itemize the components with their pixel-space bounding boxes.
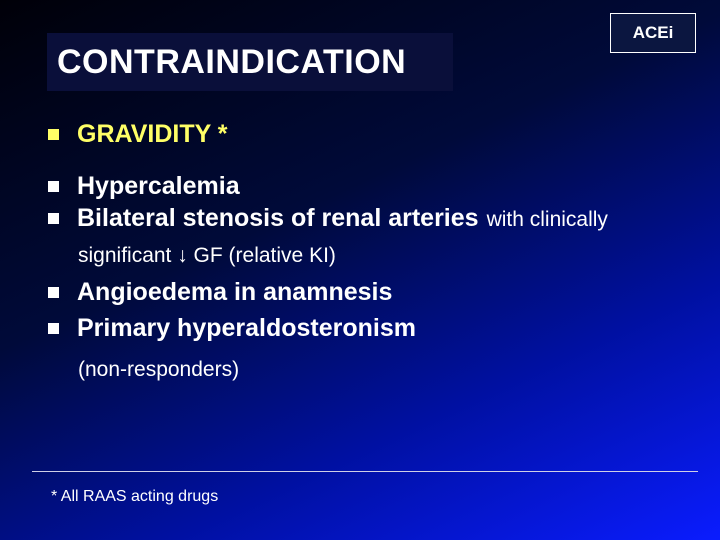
bullet-text: Primary hyperaldosteronism [77,314,417,342]
bullet-item-angioedema [48,278,708,314]
bullet-item-renal-stenosis [48,204,708,240]
footnote: * All RAAS acting drugs [51,488,219,505]
bullet-text: Bilateral stenosis of renal arteries [77,204,479,232]
acei-badge: ACEi [610,13,696,53]
bullet-suffix: with clinically [486,208,608,231]
footer-divider [32,471,698,472]
square-bullet-icon [48,181,59,192]
bullet-text: GRAVIDITY * [77,120,228,148]
square-bullet-icon [48,213,59,224]
bullet-text: Hypercalemia [77,172,240,200]
square-bullet-icon [48,323,59,334]
bullet-item-gravidity [48,120,708,172]
bullet-continuation: significant ↓ GF (relative KI) [78,244,336,267]
bullet-item-hyperaldosteronism [48,314,708,352]
title-box [47,33,453,91]
square-bullet-icon [48,287,59,298]
slide-title: CONTRAINDICATION [57,42,407,81]
bullet-text: Angioedema in anamnesis [77,278,393,306]
square-bullet-icon [48,129,59,140]
bullet-continuation: (non-responders) [78,358,240,381]
bullet-item-hypercalemia [48,172,708,204]
bullet-list [48,120,708,388]
